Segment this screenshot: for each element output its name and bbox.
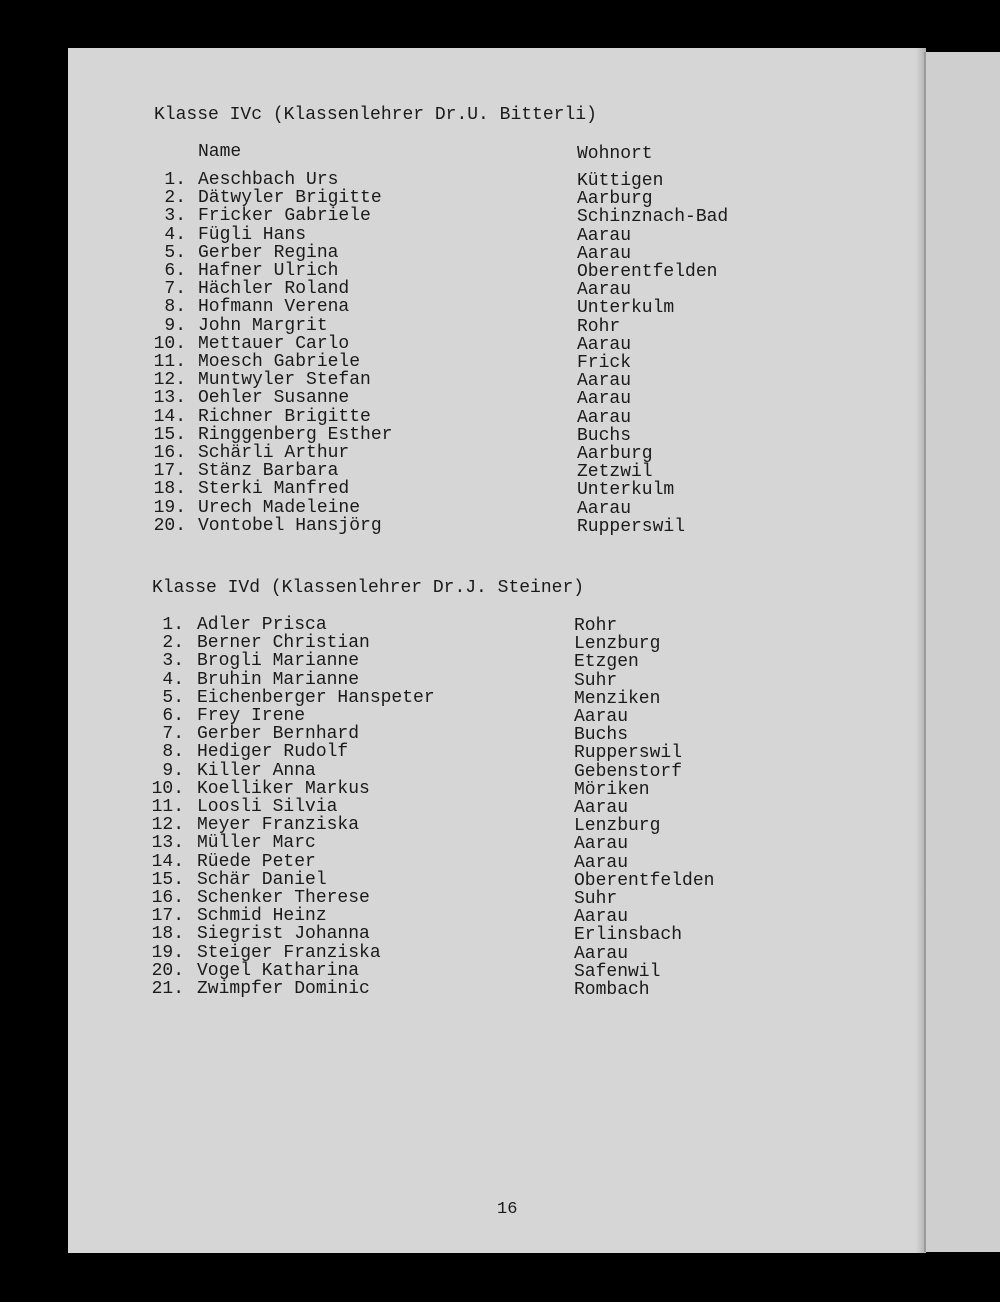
student-residence: Lenzburg <box>574 634 661 655</box>
row-number: 15. <box>153 424 186 445</box>
student-residence: Rohr <box>574 616 618 636</box>
student-name: Hächler Roland <box>198 279 350 300</box>
student-residence: Lenzburg <box>574 816 661 837</box>
student-residence: Rombach <box>574 980 650 1000</box>
student-residence: Buchs <box>574 725 629 746</box>
student-name: Fricker Gabriele <box>198 206 371 227</box>
student-name: Urech Madeleine <box>198 497 361 518</box>
student-name: Stänz Barbara <box>198 461 339 482</box>
student-name: John Margrit <box>198 315 328 336</box>
student-residence: Aarau <box>574 852 629 873</box>
student-name: Koelliker Markus <box>197 778 370 799</box>
student-name: Hafner Ulrich <box>198 261 339 281</box>
student-residence: Etzgen <box>574 652 639 673</box>
student-residence: Suhr <box>574 670 618 691</box>
row-number: 19. <box>151 942 184 963</box>
student-name: Frey Irene <box>197 706 306 726</box>
row-number: 5. <box>164 242 186 263</box>
student-name: Gerber Regina <box>198 242 339 263</box>
student-name: Ringgenberg Esther <box>198 424 393 445</box>
row-number: 10. <box>153 333 186 354</box>
student-name: Müller Marc <box>197 833 316 854</box>
facing-page-edge <box>924 52 1000 1252</box>
row-number: 6. <box>162 706 184 726</box>
student-name: Aeschbach Urs <box>198 170 339 190</box>
student-residence: Rupperswil <box>577 516 686 537</box>
student-residence: Erlinsbach <box>574 925 683 946</box>
student-name: Bruhin Marianne <box>197 669 360 690</box>
row-number: 12. <box>153 370 186 391</box>
row-number: 1. <box>162 615 184 635</box>
student-residence: Aarau <box>577 371 632 392</box>
student-residence: Möriken <box>574 779 650 800</box>
student-name: Killer Anna <box>197 760 316 781</box>
row-number: 6. <box>164 261 186 281</box>
row-number: 18. <box>153 479 186 500</box>
student-residence: Rohr <box>577 316 621 337</box>
row-number: 5. <box>162 687 184 708</box>
page-number: 16 <box>497 1200 518 1219</box>
student-name: Richner Brigitte <box>198 406 371 427</box>
student-name: Hediger Rudolf <box>197 742 349 763</box>
row-number: 7. <box>164 279 186 300</box>
student-name: Schär Daniel <box>197 869 327 890</box>
student-residence: Unterkulm <box>577 480 675 501</box>
row-number: 14. <box>153 406 186 427</box>
row-number: 3. <box>164 206 186 227</box>
student-residence: Safenwil <box>574 961 661 982</box>
student-name: Vogel Katharina <box>197 960 360 981</box>
student-residence: Aarau <box>577 280 632 301</box>
student-name: Oehler Susanne <box>198 388 350 409</box>
student-residence: Aarau <box>574 943 629 964</box>
row-number: 16. <box>153 443 186 463</box>
student-residence: Oberentfelden <box>577 262 718 282</box>
row-number: 8. <box>162 742 184 763</box>
student-name: Adler Prisca <box>197 615 327 635</box>
student-residence: Aarau <box>577 225 632 246</box>
row-number: 7. <box>162 724 184 745</box>
student-residence: Rupperswil <box>574 743 683 764</box>
row-number: 21. <box>151 979 184 999</box>
student-name: Eichenberger Hanspeter <box>197 687 435 708</box>
student-residence: Aarburg <box>577 444 653 464</box>
student-name: Moesch Gabriele <box>198 352 361 372</box>
student-name: Zwimpfer Dominic <box>197 979 370 999</box>
student-name: Siegrist Johanna <box>197 924 370 945</box>
student-name: Dätwyler Brigitte <box>198 188 382 209</box>
student-residence: Frick <box>577 353 632 373</box>
student-name: Gerber Bernhard <box>197 724 360 745</box>
row-number: 3. <box>162 651 184 672</box>
row-number: 18. <box>151 924 184 945</box>
row-number: 20. <box>153 515 186 536</box>
row-number: 11. <box>153 352 186 372</box>
student-residence: Menziken <box>574 688 661 709</box>
class-ivc-title: Klasse IVc (Klassenlehrer Dr.U. Bitterli) <box>154 105 597 125</box>
row-number: 13. <box>153 388 186 409</box>
row-number: 20. <box>151 960 184 981</box>
student-name: Hofmann Verena <box>198 297 350 318</box>
row-number: 4. <box>162 669 184 690</box>
row-number: 4. <box>164 224 186 245</box>
row-number: 11. <box>151 797 184 817</box>
student-residence: Oberentfelden <box>574 870 715 891</box>
student-name: Schenker Therese <box>197 888 370 908</box>
student-residence: Aarburg <box>577 189 653 210</box>
row-number: 17. <box>151 906 184 927</box>
student-residence: Unterkulm <box>577 298 675 319</box>
row-number: 15. <box>151 869 184 890</box>
student-name: Meyer Franziska <box>197 815 360 836</box>
student-residence: Aarau <box>577 389 632 410</box>
student-residence: Aarau <box>574 834 629 855</box>
student-residence: Aarau <box>577 407 632 428</box>
student-residence: Aarau <box>577 498 632 519</box>
row-number: 17. <box>153 461 186 482</box>
row-number: 2. <box>162 633 184 654</box>
row-number: 16. <box>151 888 184 908</box>
student-name: Loosli Silvia <box>197 797 338 817</box>
student-residence: Aarau <box>574 798 629 818</box>
student-name: Muntwyler Stefan <box>198 370 371 391</box>
student-residence: Küttigen <box>577 171 664 191</box>
row-number: 14. <box>151 851 184 872</box>
row-number: 19. <box>153 497 186 518</box>
student-residence: Buchs <box>577 425 632 446</box>
student-name: Rüede Peter <box>197 851 316 872</box>
student-residence: Suhr <box>574 889 618 909</box>
student-residence: Aarau <box>574 907 629 928</box>
student-residence: Aarau <box>577 334 632 355</box>
student-residence: Gebenstorf <box>574 761 683 782</box>
column-header-place: Wohnort <box>577 144 653 164</box>
student-name: Fügli Hans <box>198 224 307 245</box>
row-number: 1. <box>164 170 186 190</box>
student-name: Berner Christian <box>197 633 370 654</box>
row-number: 13. <box>151 833 184 854</box>
student-name: Vontobel Hansjörg <box>198 515 382 536</box>
row-number: 9. <box>164 315 186 336</box>
row-number: 12. <box>151 815 184 836</box>
student-name: Mettauer Carlo <box>198 333 350 354</box>
student-name: Steiger Franziska <box>197 942 381 963</box>
class-ivd-title: Klasse IVd (Klassenlehrer Dr.J. Steiner) <box>152 578 585 598</box>
student-name: Schmid Heinz <box>197 906 327 927</box>
row-number: 2. <box>164 188 186 209</box>
student-residence: Schinznach-Bad <box>577 207 729 228</box>
student-name: Schärli Arthur <box>198 443 350 463</box>
row-number: 10. <box>151 778 184 799</box>
student-name: Brogli Marianne <box>197 651 360 672</box>
student-residence: Zetzwil <box>577 462 653 483</box>
student-name: Sterki Manfred <box>198 479 350 500</box>
student-residence: Aarau <box>577 243 632 264</box>
column-header-name: Name <box>198 142 242 162</box>
row-number: 8. <box>164 297 186 318</box>
student-residence: Aarau <box>574 707 629 727</box>
row-number: 9. <box>162 760 184 781</box>
